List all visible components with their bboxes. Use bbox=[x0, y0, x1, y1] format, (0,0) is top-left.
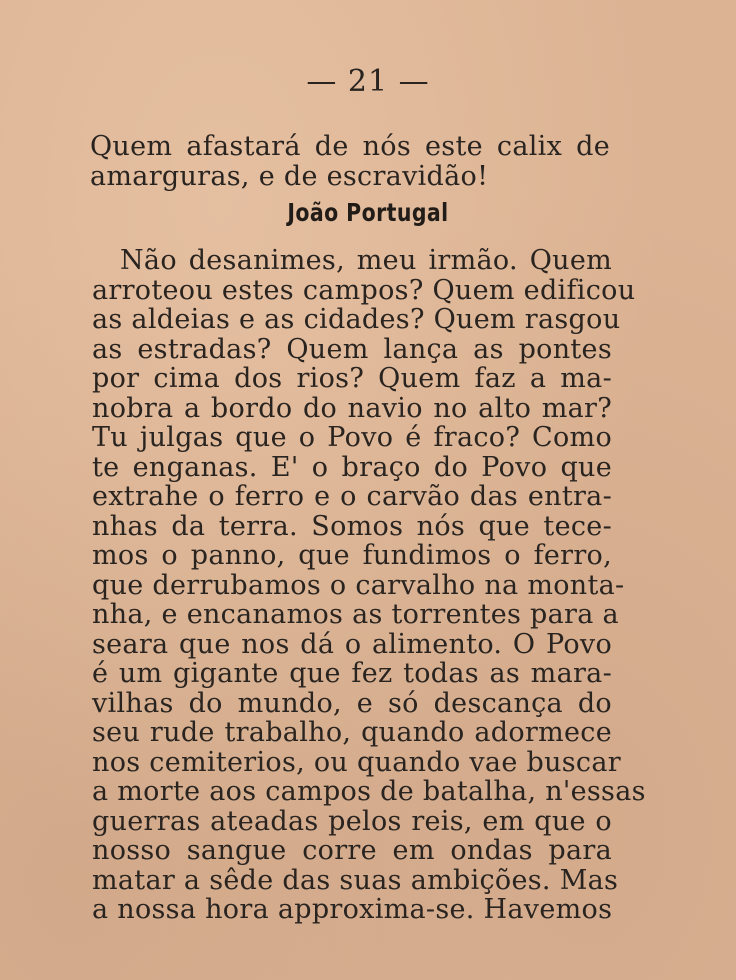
text-line: matar a sêde das suas ambições. Mas bbox=[92, 864, 619, 896]
text-line: as aldeias e as cidades? Quem rasgou bbox=[92, 304, 621, 335]
text-line: nobra a bordo do navio no alto mar? bbox=[92, 392, 612, 424]
text-line: Quem afastará de nós este calix de bbox=[90, 131, 610, 162]
text-line: mos o panno, que fundimos o ferro, bbox=[92, 540, 612, 571]
text-line: por cima dos rios? Quem faz a ma- bbox=[92, 363, 612, 394]
intro-paragraph bbox=[90, 132, 610, 191]
text-line: nhas da terra. Somos nós que tece- bbox=[92, 510, 612, 542]
text-line: Tu julgas que o Povo é fraco? Como bbox=[92, 422, 612, 453]
text-line: nos cemiterios, ou quando vae buscar bbox=[92, 746, 621, 778]
text-line: a morte aos campos de batalha, n'essas bbox=[92, 776, 646, 807]
text-line: te enganas. E' o braço do Povo que bbox=[92, 451, 612, 483]
text-line: que derrubamos o carvalho na monta- bbox=[92, 569, 625, 601]
text-line: extrahe o ferro e o carvão das entra- bbox=[92, 481, 612, 512]
page-number: — 21 — bbox=[306, 64, 430, 99]
text-line: a nossa hora approxima-se. Havemos bbox=[92, 894, 613, 925]
text-line: vilhas do mundo, e só descança do bbox=[92, 687, 612, 719]
text-line: as estradas? Quem lança as pontes bbox=[92, 333, 612, 365]
text-line: é um gigante que fez todas as mara- bbox=[92, 658, 612, 689]
text-line: seara que nos dá o alimento. O Povo bbox=[92, 628, 612, 660]
text-line: seu rude trabalho, quando adormece bbox=[92, 717, 612, 748]
text-line: nosso sangue corre em ondas para bbox=[92, 835, 612, 866]
text-line: amarguras, e de escravidão! bbox=[90, 160, 489, 192]
body-paragraph bbox=[92, 245, 646, 925]
text-line: nha, e encanamos as torrentes para a bbox=[92, 599, 619, 630]
text-line: Não desanimes, meu irmão. Quem bbox=[120, 245, 612, 276]
text-line: guerras ateadas pelos reis, em que o bbox=[92, 805, 612, 837]
text-line: arroteou estes campos? Quem edificou bbox=[92, 274, 636, 306]
speaker-heading: João Portugal bbox=[287, 198, 449, 227]
